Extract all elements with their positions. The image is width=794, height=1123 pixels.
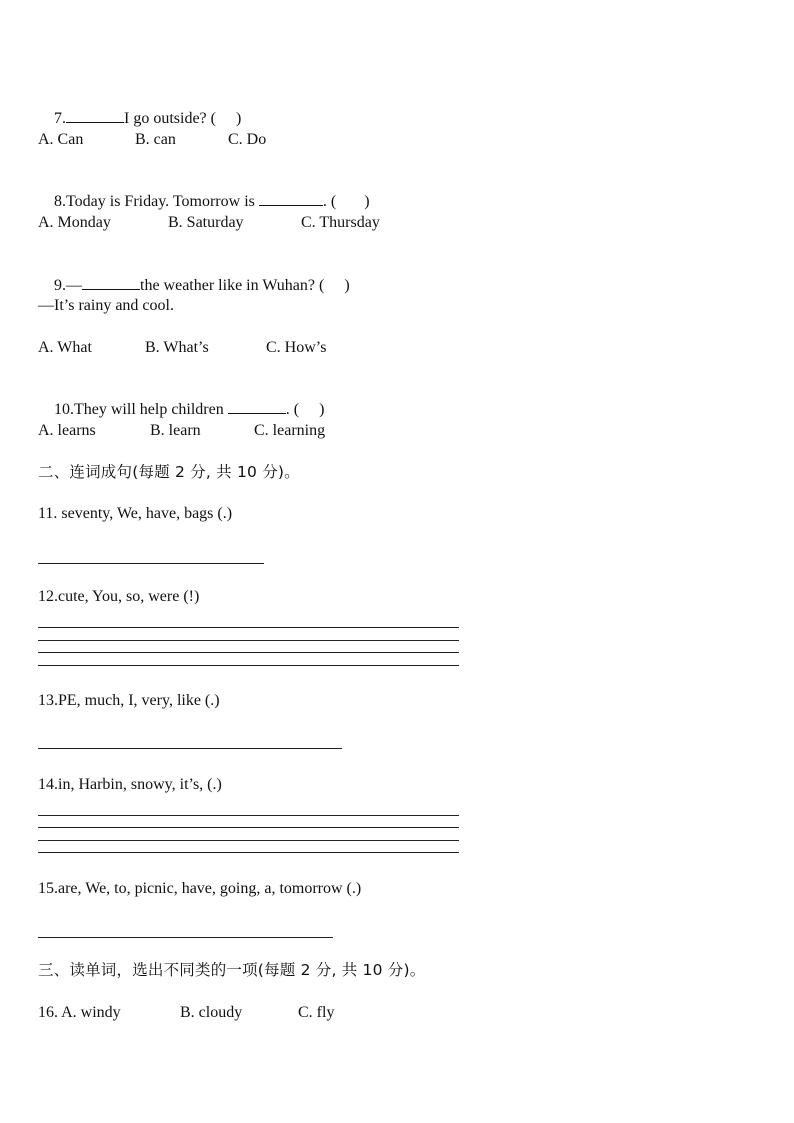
question-10-option-c: C. learning [254,422,326,439]
question-12: 12.cute, You, so, were (!) [38,588,200,605]
question-10-blank[interactable] [228,399,286,414]
question-15: 15.are, We, to, picnic, have, going, a, tomorrow (.) [38,880,362,897]
question-7-blank[interactable] [66,108,124,123]
question-9-blank[interactable] [82,275,140,290]
question-13: 13.PE, much, I, very, like (.) [38,692,220,709]
question-12-answer-line-4[interactable] [38,665,459,666]
question-16-option-a: 16. A. windy [38,1004,121,1021]
question-14-answer-line-2[interactable] [38,827,459,828]
question-9-option-b: B. What’s [145,339,209,356]
question-8-option-a: A. Monday [38,214,111,231]
question-11: 11. seventy, We, have, bags (.) [38,505,233,522]
question-8-blank[interactable] [259,191,323,206]
question-12-answer-line-2[interactable] [38,640,459,641]
question-10-paren: . ( ) [285,401,325,418]
question-12-answer-line-1[interactable] [38,627,459,628]
question-14: 14.in, Harbin, snowy, it’s, (.) [38,776,222,793]
question-16-option-c: C. fly [298,1004,335,1021]
question-7-option-c: C. Do [228,131,267,148]
question-16-option-b: B. cloudy [180,1004,243,1021]
question-10 [38,379,325,418]
question-13-answer-line[interactable] [38,748,342,749]
question-9-option-c: C. How’s [266,339,327,356]
question-14-answer-line-1[interactable] [38,815,459,816]
question-9-text: the weather like in Wuhan? ( ) [140,277,350,294]
question-7-option-a: A. Can [38,131,84,148]
question-12-answer-line-3[interactable] [38,652,459,653]
question-7-option-b: B. can [135,131,176,148]
question-8-text: 8.Today is Friday. Tomorrow is [54,193,259,210]
question-9-option-a: A. What [38,339,92,356]
question-14-answer-line-3[interactable] [38,840,459,841]
question-10-option-a: A. learns [38,422,96,439]
question-8-option-b: B. Saturday [168,214,244,231]
question-14-answer-line-4[interactable] [38,852,459,853]
question-7-number: 7. [54,110,66,127]
question-9 [38,255,350,294]
question-9-number: 9.— [54,277,82,294]
question-8-option-c: C. Thursday [301,214,380,231]
question-7-text: I go outside? ( ) [124,110,242,127]
question-11-answer-line[interactable] [38,563,264,564]
question-8 [38,171,370,210]
question-10-text: 10.They will help children [54,401,228,418]
question-10-option-b: B. learn [150,422,201,439]
section-3-heading: 三、读单词，选出不同类的一项(每题 2 分, 共 10 分)。 [38,961,426,979]
question-7 [38,88,242,127]
section-2-heading: 二、连词成句(每题 2 分, 共 10 分)。 [38,463,300,481]
question-9-answer-line: —It’s rainy and cool. [38,297,174,314]
question-8-paren: . ( ) [322,193,370,210]
question-15-answer-line[interactable] [38,937,333,938]
